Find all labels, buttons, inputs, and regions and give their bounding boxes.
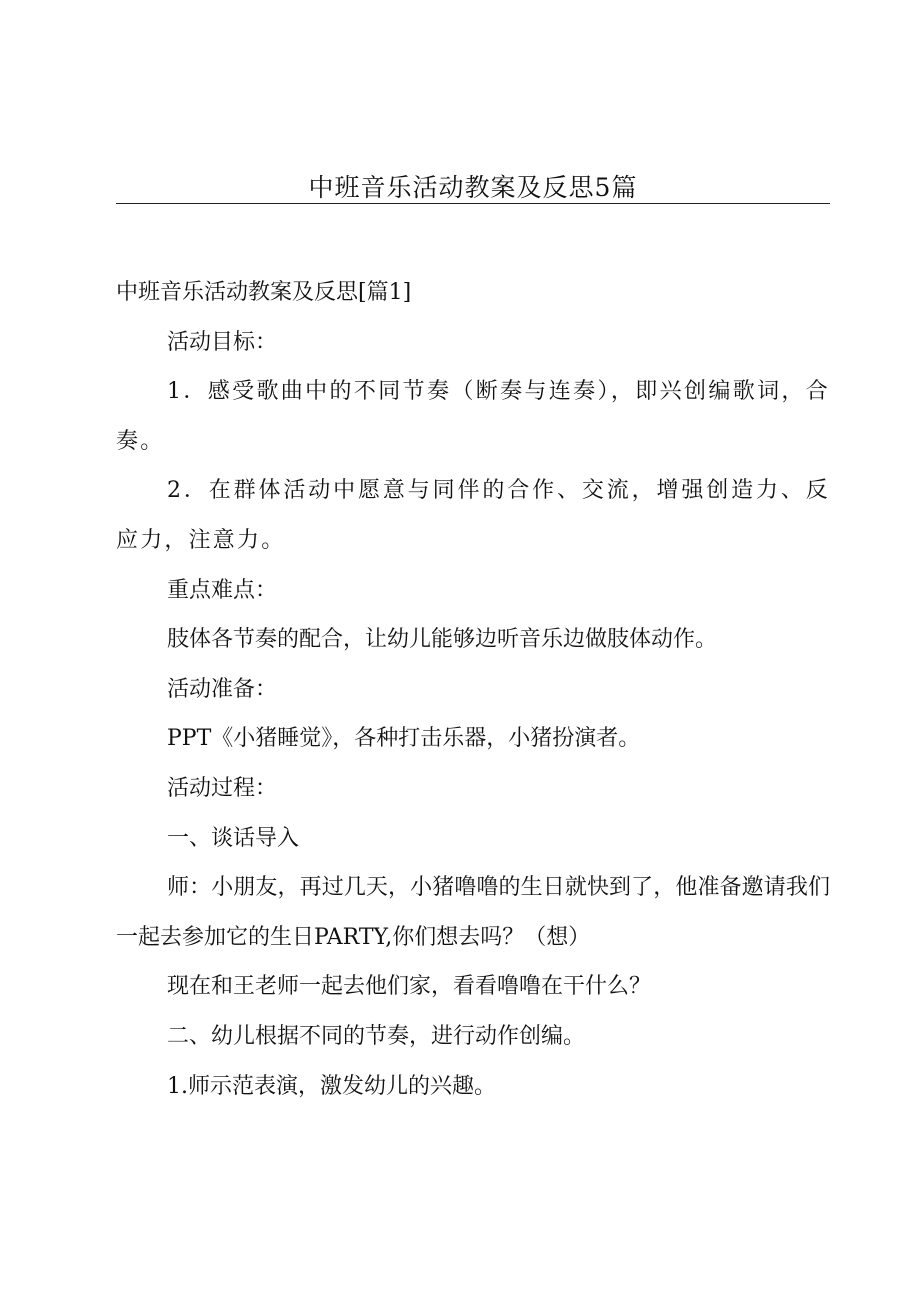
- paragraph: PPT《小猪睡觉》，各种打击乐器，小猪扮演者。: [167, 726, 641, 752]
- title-underline: [116, 203, 830, 204]
- paragraph: 2．在群体活动中愿意与同伴的合作、交流，增强创造力、反应力，注意力。: [116, 478, 830, 553]
- paragraph: 1.师示范表演，激发幼儿的兴趣。: [167, 1073, 496, 1099]
- document-title: 中班音乐活动教案及反思5篇: [308, 173, 638, 202]
- paragraph: 二、幼儿根据不同的节奏，进行动作创编。: [167, 1023, 586, 1049]
- section-heading: 中班音乐活动教案及反思[篇1]: [116, 280, 412, 305]
- paragraph: 活动过程：: [167, 775, 278, 801]
- paragraph: 现在和王老师一起去他们家，看看噜噜在干什么？: [167, 974, 652, 1000]
- document-body: [116, 268, 830, 1111]
- paragraph: 一、谈话导入: [167, 825, 300, 851]
- paragraph: 活动准备：: [167, 676, 278, 702]
- paragraph: 师：小朋友，再过几天，小猪噜噜的生日就快到了，他准备邀请我们一起去参加它的生日PARTY,你们想去吗？（想）: [116, 875, 830, 950]
- paragraph: 肢体各节奏的配合，让幼儿能够边听音乐边做肢体动作。: [167, 627, 718, 653]
- paragraph: 重点难点：: [167, 577, 278, 603]
- paragraph: 活动目标：: [167, 329, 278, 355]
- paragraph: 1．感受歌曲中的不同节奏（断奏与连奏），即兴创编歌词，合奏。: [116, 379, 830, 454]
